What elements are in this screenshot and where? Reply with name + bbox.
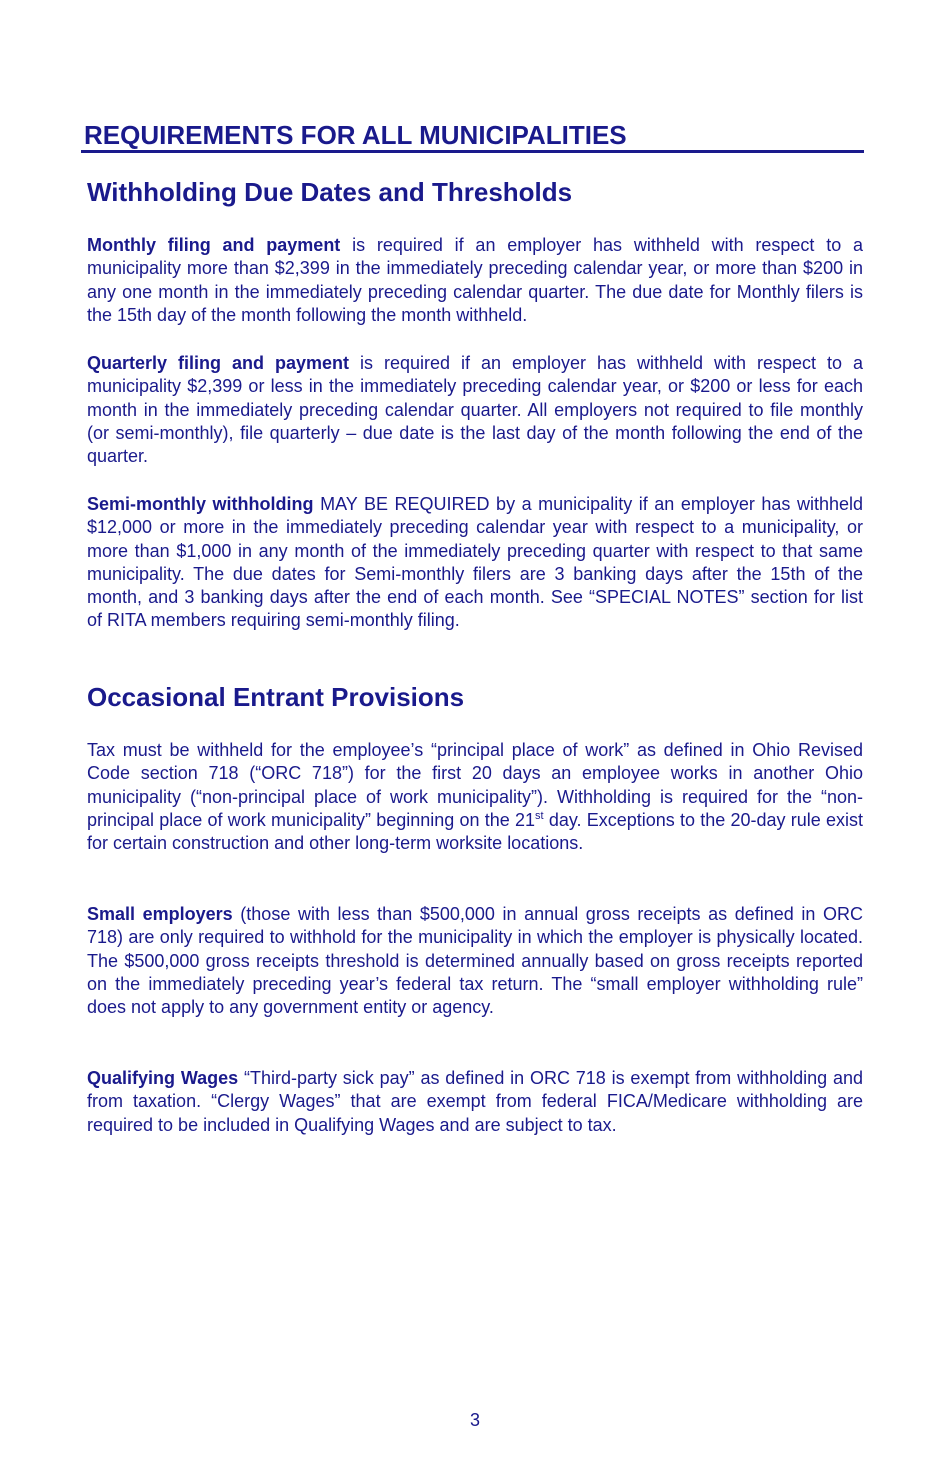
ordinal-superscript: st [535,809,544,822]
quarterly-text: is required if an employer has withheld with respect to a municipality $2,399 or less in the immediately preceding calendar year, or $200 or less for each month in the immediately preceding calendar quarter. All employers not required to file monthly (or semi-monthly), file quarterly – due date is the last day of the month following the end of the quarter. [87,353,864,467]
occasional-intro-paragraph [87,739,863,855]
qualifying-wages-text: “Third-party sick pay” as defined in ORC 718 is exempt from withholding and from taxation. “Clergy Wages” that are exempt from federal FICA/Medicare withholding are required to be included in Qualifying Wages and are subject to tax. [87,1068,863,1135]
occasional-intro-text-end: day. Exceptions to the 20-day rule exist for certain construction and other long-term worksite locations. [87,809,863,854]
small-employers-text: (those with less than $500,000 in annual gross receipts as defined in ORC 718) are only required to withhold for the municipality in which the employer is physically located. The $500,000 gross receipts threshold is determined annually based on gross receipts reported on the immediately preceding year’s federal tax return. The “small employer withholding rule” does not apply to any government entity or agency. [87,904,863,1018]
semimonthly-paragraph [87,493,863,633]
quarterly-paragraph [87,352,863,468]
small-employers-lead: Small employers [87,904,233,924]
qualifying-wages-lead: Qualifying Wages [87,1068,239,1088]
withholding-heading: Withholding Due Dates and Thresholds [87,177,573,207]
occasional-heading: Occasional Entrant Provisions [87,682,465,712]
monthly-lead: Monthly filing and payment [87,235,341,255]
semimonthly-lead: Semi-monthly withholding [87,494,314,514]
quarterly-lead: Quarterly filing and payment [87,353,349,373]
occasional-intro-text: Tax must be withheld for the employee’s “principal place of work” as defined in Ohio Revised Code section 718 (“ORC 718”) for the first 20 days an employee works in another Ohio municipality (“non-principal place of work municipality”). Withholding is required for the “non-principal place of work municipality” beginning on the 21 [87,740,863,830]
small-employers-paragraph [87,903,863,1019]
qualifying-wages-paragraph [87,1067,863,1137]
semimonthly-text: MAY BE REQUIRED by a municipality if an employer has withheld $12,000 or more in the immediately preceding calendar year with respect to a municipality, or more than $1,000 in any month of the immediately preceding quarter with respect to that same municipality. The due dates for Semi-monthly filers are 3 banking days after the 15th of the month, and 3 banking days after the end of each month. See “SPECIAL NOTES” section for list of RITA members requiring semi-monthly filing. [87,494,864,631]
page-number: 3 [469,1410,480,1430]
monthly-paragraph [87,234,863,327]
monthly-text: is required if an employer has withheld with respect to a municipality more than $2,399 in the immediately preceding calendar year, or more than $200 in any one month in the immediately preceding calendar quarter. The due date for Monthly filers is the 15th day of the month following the month withheld. [87,235,863,325]
section-title: REQUIREMENTS FOR ALL MUNICIPALITIES [81,120,864,153]
